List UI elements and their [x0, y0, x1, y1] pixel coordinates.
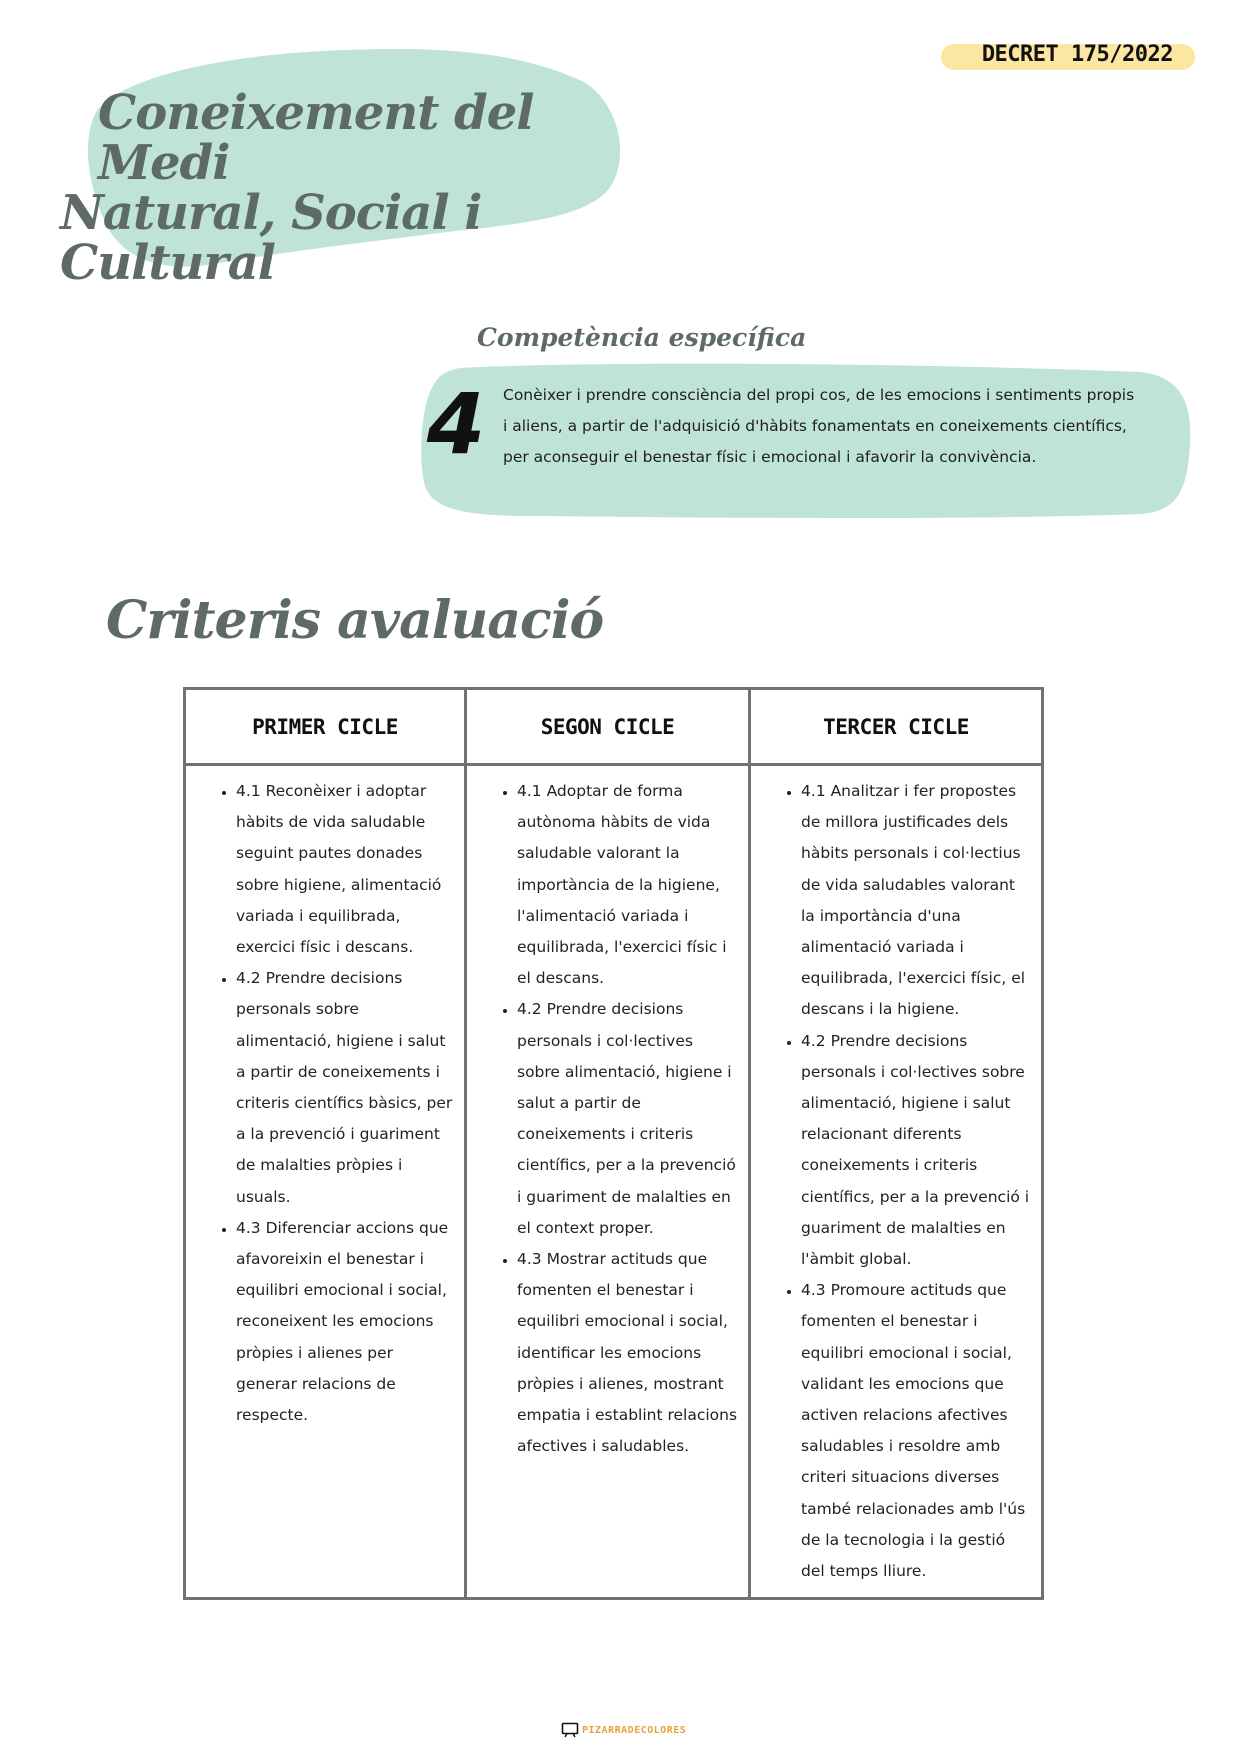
- decree-badge: [941, 44, 1195, 70]
- criteria-item: • 4.2 Prendre decisions personals i col·lectives sobre alimentació, higiene i salut relacionant diferents coneixements i criteris científics, per a la prevenció i guariment de malalties en l'àmbit global.: [801, 1026, 1031, 1276]
- decree-label: DECRET 175/2022: [981, 42, 1173, 67]
- criteria-list: [495, 776, 738, 1462]
- column-body-tercer-cicle: [751, 766, 1041, 1597]
- column-body-primer-cicle: [186, 766, 467, 1597]
- competence-number: 4: [426, 375, 486, 473]
- column-body-segon-cicle: [467, 766, 751, 1597]
- criteria-item: • 4.3 Promoure actituds que fomenten el benestar i equilibri emocional i social, validant les emocions que activen relacions afectives saludables i resoldre amb criteri situacions diverses també relacionades amb l'ús de la tecnologia i la gestió del temps lliure.: [801, 1275, 1031, 1587]
- criteria-title: Criteris avaluació: [106, 590, 604, 651]
- criteria-item: • 4.1 Adoptar de forma autònoma hàbits de vida saludable valorant la importància de la higiene, l'alimentació variada i equilibrada, l'exercici físic i el descans.: [517, 776, 738, 994]
- board-icon: [561, 1722, 579, 1738]
- criteria-list: [779, 776, 1031, 1587]
- footer-brand: PIZARRADECOLORES: [582, 1724, 687, 1736]
- criteria-item: • 4.2 Prendre decisions personals sobre alimentació, higiene i salut a partir de coneixements i criteris científics bàsics, per a la prevenció i guariment de malalties pròpies i usuals.: [236, 963, 454, 1213]
- competence-description: Conèixer i prendre consciència del propi cos, de les emocions i sentiments propis i aliens, a partir de l'adquisició d'hàbits fonamentats en coneixements científics, per aconseguir el benestar físic i emocional i afavorir la convivència.: [503, 386, 1135, 466]
- criteria-list: [214, 776, 454, 1431]
- criteria-item: • 4.3 Mostrar actituds que fomenten el benestar i equilibri emocional i social, identificar les emocions pròpies i alienes, mostrant empatia i establint relacions afectives i saludables.: [517, 1244, 738, 1462]
- criteria-item: • 4.1 Analitzar i fer propostes de millora justificades dels hàbits personals i col·lectius de vida saludables valorant la importància d'una alimentació variada i equilibrada, l'exercici físic, el descans i la higiene.: [801, 776, 1031, 1026]
- column-header-segon-cicle: SEGON CICLE: [467, 690, 751, 766]
- footer-logo: [561, 1720, 686, 1740]
- competence-label: Competència específica: [477, 323, 807, 352]
- page-title-line-1: Coneixement del Medi: [98, 85, 534, 191]
- criteria-table: [183, 687, 1044, 1600]
- page-title: [60, 85, 680, 291]
- criteria-item: • 4.2 Prendre decisions personals i col·lectives sobre alimentació, higiene i salut a partir de coneixements i criteris científics, per a la prevenció i guariment de malalties en el context proper.: [517, 994, 738, 1244]
- page-title-line-2: Natural, Social i Cultural: [60, 185, 482, 291]
- column-header-tercer-cicle: TERCER CICLE: [751, 690, 1041, 766]
- criteria-item: • 4.3 Diferenciar accions que afavoreixin el benestar i equilibri emocional i social, reconeixent les emocions pròpies i alienes per generar relacions de respecte.: [236, 1213, 454, 1431]
- criteria-item: • 4.1 Reconèixer i adoptar hàbits de vida saludable seguint pautes donades sobre higiene, alimentació variada i equilibrada, exercici físic i descans.: [236, 776, 454, 963]
- column-header-primer-cicle: PRIMER CICLE: [186, 690, 467, 766]
